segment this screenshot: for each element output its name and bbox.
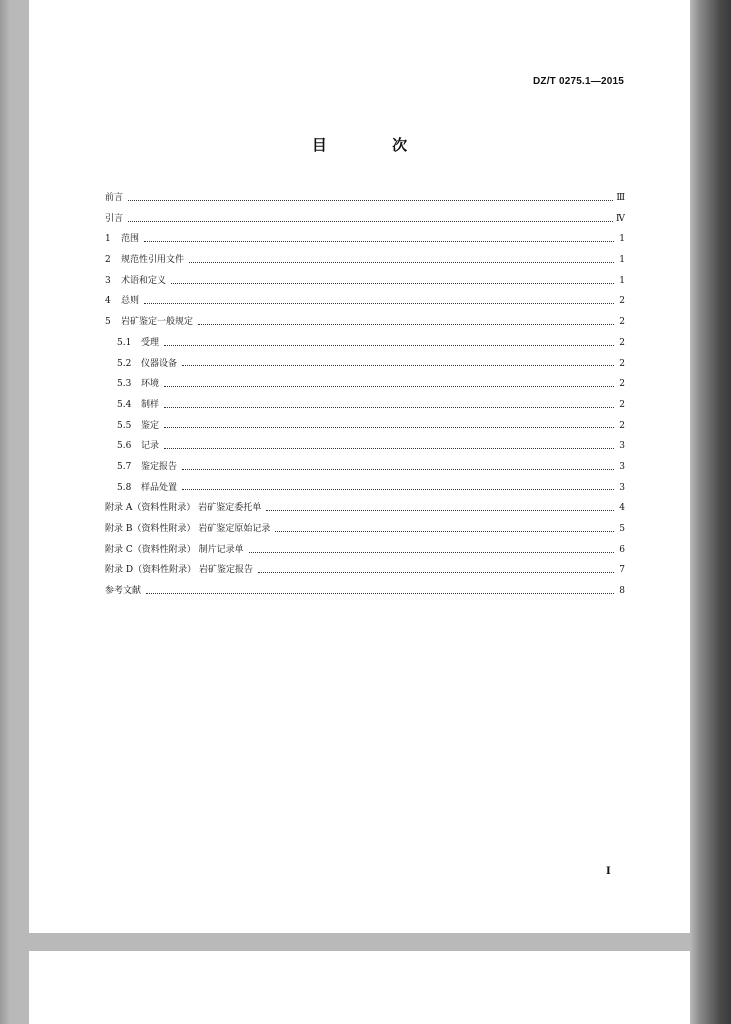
toc-entry-page: 4 (619, 503, 625, 514)
table-of-contents (105, 188, 625, 602)
toc-dot-leader (144, 303, 614, 304)
toc-entry[interactable] (105, 581, 625, 602)
toc-entry-label: 范围 (121, 234, 140, 245)
toc-entry[interactable] (105, 478, 625, 499)
toc-entry[interactable] (105, 188, 625, 209)
toc-entry[interactable] (105, 209, 625, 230)
toc-entry-number: 5.5 (117, 420, 132, 431)
page-title: 目 次 (311, 136, 438, 154)
toc-entry-page: 2 (619, 317, 625, 328)
toc-entry-page: 1 (619, 275, 625, 286)
toc-entry-label: 仪器设备 (141, 358, 178, 369)
toc-entry-number: 1 (105, 234, 111, 245)
toc-entry-number: 5.4 (117, 399, 132, 410)
toc-entry-number: 5.7 (117, 461, 132, 472)
toc-entry-page: 7 (619, 565, 625, 576)
toc-entry[interactable] (105, 374, 625, 395)
next-document-page (29, 951, 690, 1024)
toc-entry[interactable] (105, 436, 625, 457)
toc-entry-number: 4 (105, 296, 111, 307)
toc-entry[interactable] (105, 354, 625, 375)
toc-entry-number: 5 (105, 317, 111, 328)
toc-dot-leader (164, 386, 614, 387)
toc-dot-leader (189, 262, 614, 263)
document-page (29, 0, 690, 933)
toc-dot-leader (182, 469, 614, 470)
toc-entry-label: 附录 A（资料性附录） 岩矿鉴定委托单 (105, 503, 262, 514)
toc-entry-page: 3 (619, 482, 625, 493)
toc-entry[interactable] (105, 333, 625, 354)
toc-entry-page: 2 (619, 296, 625, 307)
toc-entry-page: 2 (619, 399, 625, 410)
toc-entry-page: 8 (619, 586, 625, 597)
toc-entry-label: 附录 B（资料性附录） 岩矿鉴定原始记录 (105, 524, 271, 534)
toc-dot-leader (275, 531, 614, 532)
toc-dot-leader (182, 489, 614, 490)
toc-entry-label: 鉴定报告 (141, 461, 178, 472)
toc-entry-page: 2 (619, 379, 625, 390)
toc-entry[interactable] (105, 540, 625, 561)
toc-dot-leader (164, 448, 614, 449)
toc-entry-label: 术语和定义 (121, 275, 167, 286)
toc-entry-number: 2 (105, 255, 111, 266)
standard-code: DZ/T 0275.1—2015 (532, 76, 624, 87)
toc-entry-page: 3 (619, 461, 625, 472)
toc-entry-label: 制样 (141, 399, 160, 410)
toc-dot-leader (128, 200, 613, 201)
toc-entry-number: 5.8 (117, 482, 132, 493)
toc-entry-label: 鉴定 (141, 420, 160, 431)
toc-entry-label: 受理 (141, 337, 160, 348)
toc-entry-label: 环境 (141, 379, 160, 390)
toc-entry-page: 1 (619, 234, 625, 245)
toc-dot-leader (146, 593, 614, 594)
toc-entry-label: 附录 C（资料性附录） 制片记录单 (105, 544, 244, 555)
toc-dot-leader (258, 572, 614, 573)
toc-entry-page: 2 (619, 337, 625, 348)
toc-entry-page: Ⅳ (616, 213, 625, 224)
toc-entry-page: 6 (619, 544, 625, 555)
toc-entry[interactable] (105, 312, 625, 333)
toc-dot-leader (171, 283, 614, 284)
toc-entry-label: 总则 (121, 296, 140, 307)
toc-dot-leader (144, 241, 614, 242)
toc-entry[interactable] (105, 519, 625, 540)
toc-entry-label: 引言 (105, 213, 124, 224)
toc-dot-leader (164, 345, 614, 346)
toc-entry-page: 1 (619, 255, 625, 266)
toc-entry[interactable] (105, 457, 625, 478)
toc-entry[interactable] (105, 560, 625, 581)
toc-entry-number: 5.2 (117, 358, 132, 369)
toc-dot-leader (164, 407, 614, 408)
toc-entry[interactable] (105, 271, 625, 292)
toc-entry-label: 参考文献 (105, 586, 142, 597)
toc-entry-number: 5.3 (117, 379, 132, 390)
toc-entry[interactable] (105, 229, 625, 250)
toc-entry[interactable] (105, 250, 625, 271)
toc-entry-number: 5.6 (117, 441, 132, 452)
toc-entry-label: 样品处置 (141, 482, 178, 493)
toc-entry-number: 3 (105, 275, 111, 286)
toc-entry[interactable] (105, 498, 625, 519)
toc-entry-number: 5.1 (117, 337, 132, 348)
toc-entry-label: 规范性引用文件 (121, 255, 185, 266)
toc-entry-page: 3 (619, 441, 625, 452)
toc-entry-page: Ⅲ (616, 193, 625, 203)
toc-entry[interactable] (105, 416, 625, 437)
toc-dot-leader (249, 552, 614, 553)
toc-entry-label: 记录 (141, 441, 160, 452)
toc-dot-leader (198, 324, 614, 325)
toc-entry-label: 岩矿鉴定一般规定 (121, 317, 194, 328)
toc-dot-leader (266, 510, 614, 511)
toc-entry-page: 2 (619, 358, 625, 369)
toc-dot-leader (182, 365, 614, 366)
toc-dot-leader (164, 427, 614, 428)
toc-entry-page: 2 (619, 420, 625, 431)
toc-entry-label: 前言 (105, 193, 124, 203)
toc-entry[interactable] (105, 395, 625, 416)
toc-entry[interactable] (105, 291, 625, 312)
toc-entry-label: 附录 D（资料性附录） 岩矿鉴定报告 (105, 565, 253, 576)
toc-entry-page: 5 (619, 524, 625, 534)
page-number: I (606, 866, 611, 877)
toc-dot-leader (128, 221, 613, 222)
